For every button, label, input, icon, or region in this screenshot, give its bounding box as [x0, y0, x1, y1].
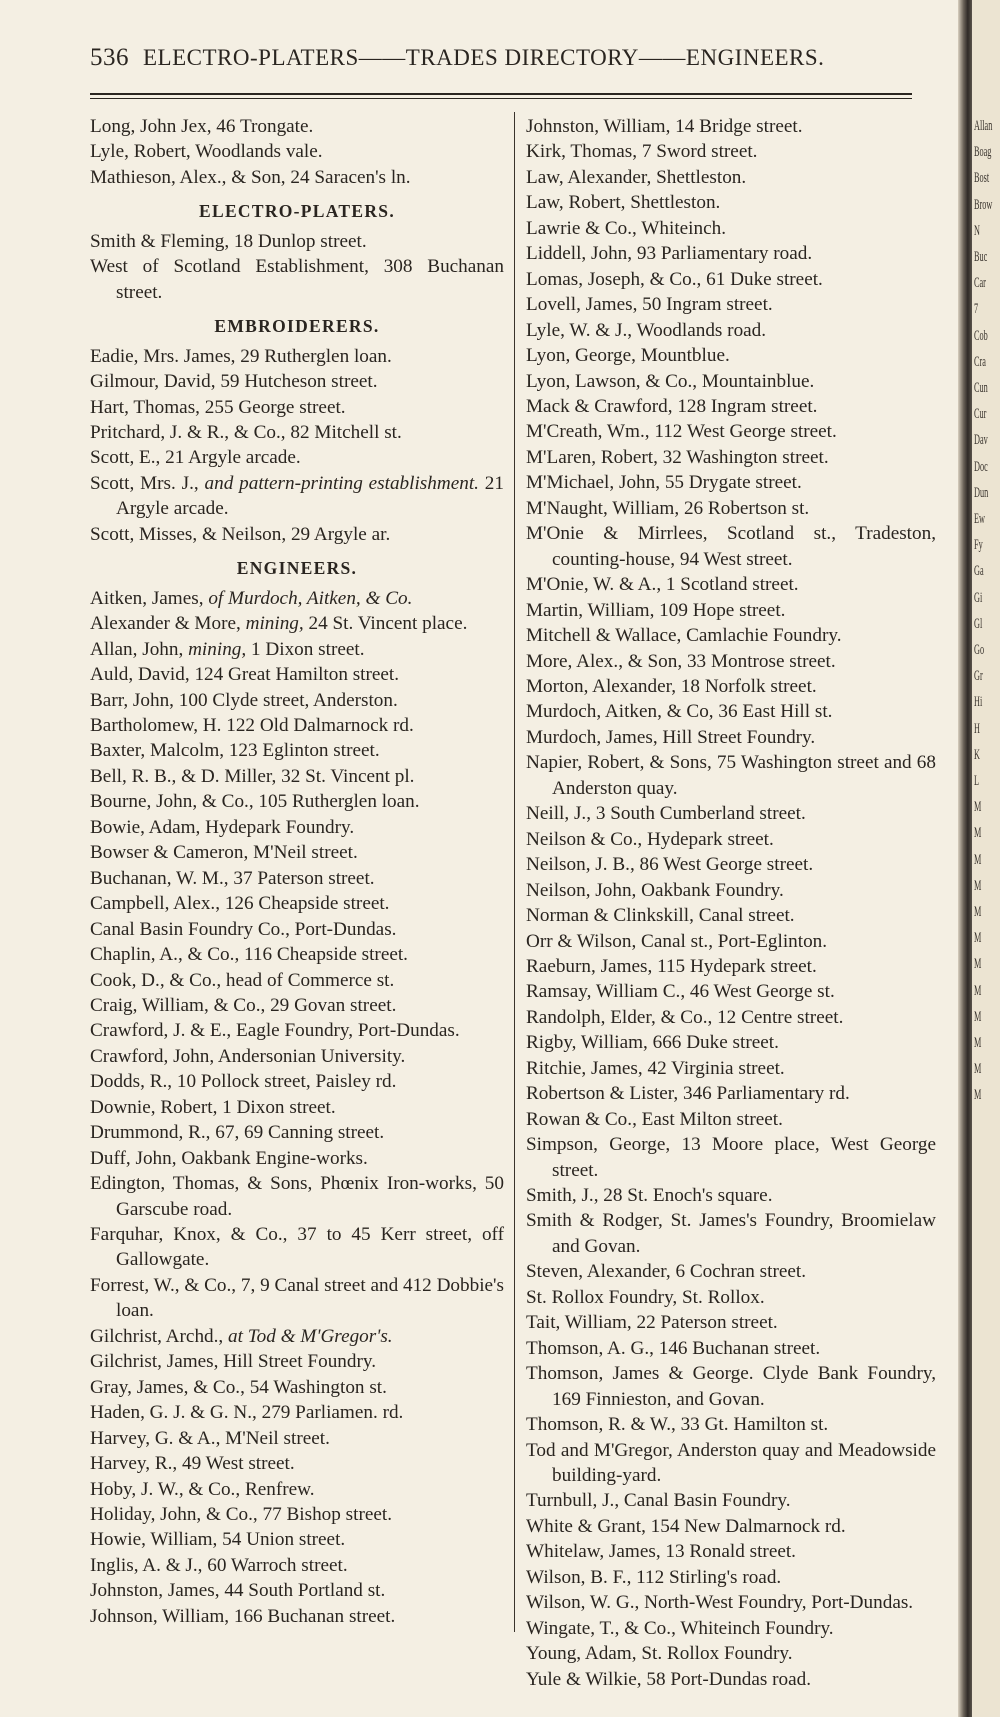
next-page-fragment: M — [974, 851, 982, 868]
list-item: Inglis, A. & J., 60 Warroch street. — [90, 1554, 348, 1576]
entry-address: 24 St. Vincent place. — [303, 613, 468, 635]
list-item: Johnston, James, 44 South Portland st. — [90, 1580, 386, 1602]
list-item: Holiday, John, & Co., 77 Bishop street. — [90, 1504, 393, 1526]
list-item: Turnbull, J., Canal Basin Foundry. — [526, 1490, 791, 1512]
continued-entries — [90, 114, 504, 190]
list-item: Raeburn, James, 115 Hydepark street. — [526, 955, 817, 977]
next-page-fragment: Cun — [974, 380, 988, 396]
section-heading-electro-platers: ELECTRO-PLATERS. — [199, 201, 395, 222]
list-item: Gray, James, & Co., 54 Washington st. — [90, 1376, 387, 1398]
list-item: Lyle, Robert, Woodlands vale. — [90, 141, 323, 163]
list-item: Law, Alexander, Shettleston. — [526, 166, 747, 188]
list-item: Chaplin, A., & Co., 116 Cheapside street. — [90, 944, 408, 966]
entry-name: Allan, John, — [90, 638, 189, 660]
next-page-fragment: Dun — [974, 484, 989, 501]
list-item: Tod and M'Gregor, Anderston quay and Meadowside building-yard. — [526, 1439, 936, 1487]
next-page-fragment: M — [974, 1087, 982, 1104]
next-page-fragment: M — [974, 1061, 982, 1078]
list-item: Wingate, T., & Co., Whiteinch Foundry. — [526, 1617, 834, 1639]
list-item: Lawrie & Co., Whiteinch. — [526, 217, 726, 239]
list-item: Murdoch, James, Hill Street Foundry. — [526, 726, 816, 748]
next-page-fragment: M — [974, 904, 982, 920]
list-item: Dodds, R., 10 Pollock street, Paisley rd. — [90, 1071, 397, 1093]
list-item: White & Grant, 154 New Dalmarnock rd. — [526, 1515, 846, 1537]
entry-address: 21 Argyle arcade. — [116, 472, 504, 520]
list-item: Morton, Alexander, 18 Norfolk street. — [526, 675, 817, 697]
next-page-fragment: Doc — [974, 458, 988, 475]
entry-italic-note: and pattern-printing establishment. — [204, 472, 479, 494]
next-page-fragment: Brow — [974, 196, 993, 213]
next-page-fragment: Gl — [974, 615, 983, 632]
list-item: Bell, R. B., & D. Miller, 32 St. Vincent pl. — [90, 765, 415, 787]
list-item: St. Rollox Foundry, St. Rollox. — [526, 1286, 765, 1308]
list-item: More, Alex., & Son, 33 Montrose street. — [526, 650, 836, 672]
list-item: Ramsay, William C., 46 West George st. — [526, 981, 835, 1003]
list-item: Hart, Thomas, 255 George street. — [90, 396, 346, 418]
list-item: Auld, David, 124 Great Hamilton street. — [90, 664, 400, 686]
list-item: Robertson & Lister, 346 Parliamentary rd. — [526, 1083, 850, 1105]
list-item: Martin, William, 109 Hope street. — [526, 599, 786, 621]
list-item: Wilson, W. G., North-West Foundry, Port-Dundas. — [526, 1592, 914, 1614]
next-page-fragment: M — [974, 825, 982, 842]
next-page-edge — [972, 0, 1000, 1717]
next-page-fragment: M — [974, 1035, 982, 1051]
list-item: Pritchard, J. & R., & Co., 82 Mitchell st. — [90, 421, 402, 443]
next-page-fragment: Cob — [974, 327, 988, 344]
list-item — [90, 471, 504, 522]
list-item: Farquhar, Knox, & Co., 37 to 45 Kerr street, off Gallowgate. — [90, 1224, 504, 1271]
list-item — [90, 637, 504, 662]
next-page-fragment: M — [974, 956, 982, 973]
list-item: Harvey, G. & A., M'Neil street. — [90, 1427, 330, 1449]
list-item: Scott, E., 21 Argyle arcade. — [90, 447, 301, 469]
entry-name: Aitken, James, — [90, 587, 209, 609]
next-page-fragment: L — [974, 773, 980, 789]
list-item: Long, John Jex, 46 Trongate. — [90, 116, 314, 137]
list-item: Gilmour, David, 59 Hutcheson street. — [90, 371, 378, 393]
list-item: Napier, Robert, & Sons, 75 Washington street and 68 Anderston quay. — [526, 752, 936, 799]
list-item: Lyle, W. & J., Woodlands road. — [526, 319, 767, 341]
list-item: Liddell, John, 93 Parliamentary road. — [526, 243, 813, 265]
list-item: Duff, John, Oakbank Engine-works. — [90, 1147, 368, 1169]
next-page-fragment: M — [974, 799, 982, 816]
list-item: Crawford, John, Andersonian University. — [90, 1045, 406, 1067]
list-item: Smith, J., 28 St. Enoch's square. — [526, 1185, 773, 1207]
list-item: Bowser & Cameron, M'Neil street. — [90, 842, 358, 864]
list-item: Rigby, William, 666 Duke street. — [526, 1032, 779, 1054]
next-page-fragment: N — [974, 222, 980, 239]
list-item: Gilchrist, James, Hill Street Foundry. — [90, 1351, 377, 1373]
next-page-fragment: Gr — [974, 668, 983, 685]
list-item: Randolph, Elder, & Co., 12 Centre street. — [526, 1006, 844, 1028]
next-page-fragment: Bost — [974, 170, 990, 187]
running-title: ELECTRO-PLATERS——TRADES DIRECTORY——ENGINEERS. — [143, 45, 825, 70]
list-item: Ritchie, James, 42 Virginia street. — [526, 1057, 785, 1079]
next-page-fragment: Buc — [974, 249, 988, 265]
list-item: Wilson, B. F., 112 Stirling's road. — [526, 1566, 782, 1588]
list-item — [90, 611, 504, 636]
entry-italic-note: mining, — [245, 613, 304, 635]
list-item: Bartholomew, H. 122 Old Dalmarnock rd. — [90, 714, 414, 736]
list-item: Mack & Crawford, 128 Ingram street. — [526, 395, 818, 417]
list-item: M'Onie & Mirrlees, Scotland st., Tradeston, counting-house, 94 West street. — [526, 523, 936, 570]
section-heading-embroiderers: EMBROIDERERS. — [214, 316, 380, 337]
page-number: 536 — [90, 44, 129, 71]
list-item: Campbell, Alex., 126 Cheapside street. — [90, 893, 390, 915]
list-item: M'Michael, John, 55 Drygate street. — [526, 472, 802, 494]
list-item: Baxter, Malcolm, 123 Eglinton street. — [90, 740, 380, 762]
engineers-list-b — [90, 1349, 504, 1629]
list-item — [90, 1324, 504, 1349]
list-item: Lomas, Joseph, & Co., 61 Duke street. — [526, 268, 823, 290]
list-item: Simpson, George, 13 Moore place, West George street. — [526, 1134, 936, 1181]
list-item: Crawford, J. & E., Eagle Foundry, Port-Dundas. — [90, 1020, 460, 1042]
engineers-list-a — [90, 662, 504, 1324]
page-header — [90, 44, 920, 72]
list-item: M'Creath, Wm., 112 West George street. — [526, 421, 837, 443]
list-item: Kirk, Thomas, 7 Sword street. — [526, 141, 758, 163]
list-item: Eadie, Mrs. James, 29 Rutherglen loan. — [90, 345, 392, 367]
list-item: Downie, Robert, 1 Dixon street. — [90, 1096, 336, 1118]
entry-italic-note: at Tod & M'Gregor's. — [228, 1325, 393, 1347]
list-item: Law, Robert, Shettleston. — [526, 192, 721, 214]
list-item: Cook, D., & Co., head of Commerce st. — [90, 969, 395, 991]
next-page-fragment: Cur — [974, 406, 987, 423]
list-item: Haden, G. J. & G. N., 279 Parliamen. rd. — [90, 1402, 404, 1424]
next-page-fragment: Go — [974, 642, 985, 658]
next-page-fragment: Cra — [974, 353, 986, 370]
next-page-fragment: Dav — [974, 432, 988, 449]
next-page-fragment: Car — [974, 275, 986, 292]
entry-name: Gilchrist, Archd., — [90, 1325, 229, 1347]
next-page-fragment: H — [974, 720, 980, 737]
column-divider — [514, 112, 515, 1632]
list-item: Bowie, Adam, Hydepark Foundry. — [90, 816, 355, 838]
section-heading-engineers: ENGINEERS. — [236, 558, 358, 579]
list-item: Rowan & Co., East Milton street. — [526, 1108, 783, 1130]
list-item: Neilson, J. B., 86 West George street. — [526, 854, 814, 876]
list-item: Yule & Wilkie, 58 Port-Dundas road. — [526, 1668, 812, 1690]
list-item — [90, 586, 504, 611]
next-page-fragment: Hi — [974, 694, 983, 711]
list-item: Neill, J., 3 South Cumberland street. — [526, 803, 806, 825]
list-item: Mitchell & Wallace, Camlachie Foundry. — [526, 625, 842, 647]
list-item: Thomson, R. & W., 33 Gt. Hamilton st. — [526, 1414, 829, 1436]
next-page-fragment: M — [974, 930, 982, 947]
entry-address: 1 Dixon street. — [246, 638, 365, 660]
list-item: Hoby, J. W., & Co., Renfrew. — [90, 1478, 315, 1500]
next-page-fragment: Ga — [974, 563, 984, 580]
list-item: Whitelaw, James, 13 Ronald street. — [526, 1541, 796, 1563]
list-item: Lyon, Lawson, & Co., Mountainblue. — [526, 370, 815, 392]
next-page-fragment: M — [974, 982, 982, 999]
list-item: Edington, Thomas, & Sons, Phœnix Iron-works, 50 Garscube road. — [90, 1173, 504, 1220]
next-page-fragment: Gi — [974, 589, 983, 606]
list-item: Canal Basin Foundry Co., Port-Dundas. — [90, 918, 397, 940]
entry-name: Alexander & More, — [90, 613, 246, 635]
list-item: Bourne, John, & Co., 105 Rutherglen loan. — [90, 791, 420, 813]
list-item: M'Laren, Robert, 32 Washington street. — [526, 446, 829, 468]
list-item: Buchanan, W. M., 37 Paterson street. — [90, 867, 375, 889]
list-item: Smith & Rodger, St. James's Foundry, Broomielaw and Govan. — [526, 1210, 936, 1257]
list-item: Orr & Wilson, Canal st., Port-Eglinton. — [526, 930, 828, 952]
list-item: Scott, Misses, & Neilson, 29 Argyle ar. — [90, 523, 391, 545]
list-item: Thomson, James & George. Clyde Bank Foundry, 169 Finnieston, and Govan. — [526, 1363, 936, 1410]
list-item: Young, Adam, St. Rollox Foundry. — [526, 1643, 793, 1665]
book-gutter — [958, 0, 972, 1717]
list-item: Johnson, William, 166 Buchanan street. — [90, 1605, 396, 1627]
list-item: Smith & Fleming, 18 Dunlop street. — [90, 230, 367, 252]
list-item: Steven, Alexander, 6 Cochran street. — [526, 1261, 807, 1283]
list-item: Neilson, John, Oakbank Foundry. — [526, 879, 784, 901]
next-page-fragment: Boag — [974, 144, 992, 161]
next-page-fragment: M — [974, 877, 982, 894]
entry-italic-note: mining, — [188, 638, 247, 660]
list-item: Murdoch, Aitken, & Co, 36 East Hill st. — [526, 701, 833, 723]
next-page-fragment: Ew — [974, 511, 985, 527]
right-column — [526, 114, 936, 1692]
next-page-fragment: M — [974, 1008, 982, 1025]
list-item: Mathieson, Alex., & Son, 24 Saracen's ln. — [90, 166, 411, 188]
list-item: Neilson & Co., Hydepark street. — [526, 828, 774, 850]
next-page-fragment: Fy — [974, 537, 983, 554]
next-page-fragment: Allan — [974, 118, 993, 134]
list-item: M'Onie, W. & A., 1 Scotland street. — [526, 574, 799, 596]
next-page-fragment: K — [974, 746, 980, 763]
next-page-fragment: 7 — [974, 301, 979, 318]
list-item: Tait, William, 22 Paterson street. — [526, 1312, 778, 1334]
list-item: Drummond, R., 67, 69 Canning street. — [90, 1122, 385, 1144]
entry-italic-note: of Murdoch, Aitken, & Co. — [208, 587, 413, 609]
list-item: Lovell, James, 50 Ingram street. — [526, 294, 773, 316]
header-rule-thin — [90, 98, 912, 99]
list-item: West of Scotland Establishment, 308 Buchanan street. — [90, 256, 504, 303]
list-item: Harvey, R., 49 West street. — [90, 1453, 295, 1475]
list-item: Craig, William, & Co., 29 Govan street. — [90, 994, 397, 1016]
list-item: M'Naught, William, 26 Robertson st. — [526, 497, 810, 519]
list-item: Johnston, William, 14 Bridge street. — [526, 116, 803, 137]
list-item: Forrest, W., & Co., 7, 9 Canal street and 412 Dobbie's loan. — [90, 1274, 504, 1322]
entry-name: Scott, Mrs. J., — [90, 472, 205, 494]
header-rule-thick — [90, 93, 912, 95]
list-item: Lyon, George, Mountblue. — [526, 345, 730, 367]
list-item: Howie, William, 54 Union street. — [90, 1529, 346, 1551]
list-item: Thomson, A. G., 146 Buchanan street. — [526, 1337, 821, 1359]
list-item: Barr, John, 100 Clyde street, Anderston. — [90, 689, 398, 711]
list-item: Norman & Clinkskill, Canal street. — [526, 905, 795, 927]
left-column — [90, 114, 504, 1629]
